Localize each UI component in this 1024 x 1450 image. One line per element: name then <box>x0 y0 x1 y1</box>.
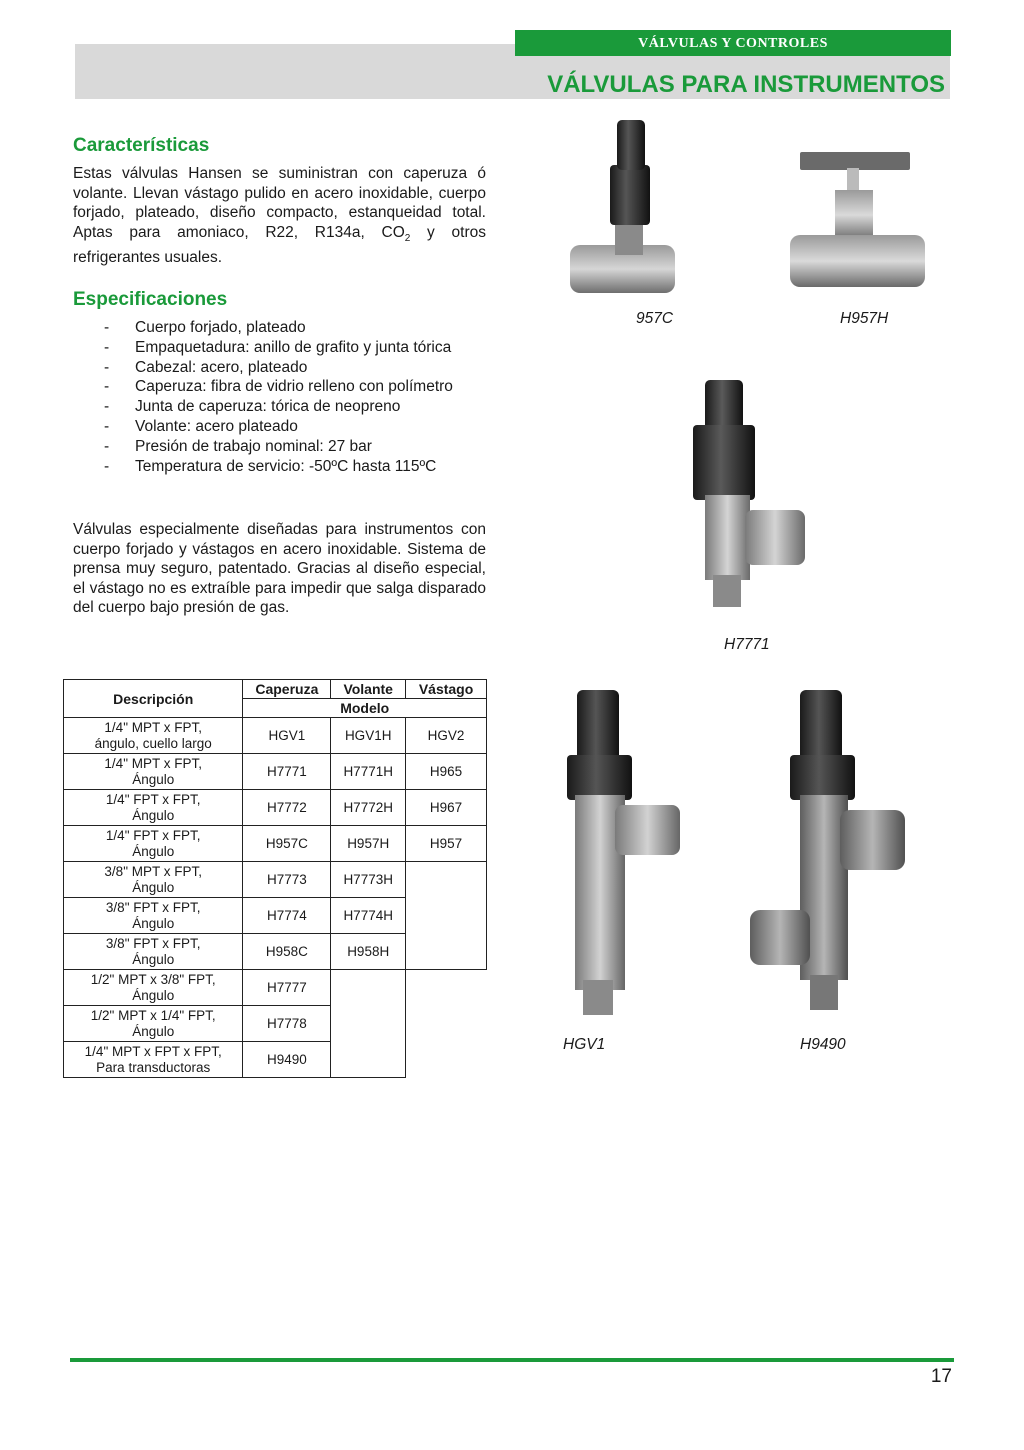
cell-blank <box>406 1006 487 1042</box>
cell-vastago: H967 <box>406 790 487 826</box>
list-item <box>73 417 486 437</box>
spec-text: Cuerpo forjado, plateado <box>135 319 306 336</box>
spec-text: Temperatura de servicio: -50ºC hasta 115ºC <box>135 457 437 475</box>
especificaciones-list <box>73 318 486 476</box>
table-row <box>64 970 487 1006</box>
col-header-vastago: Vástago <box>406 680 487 699</box>
spec-text: Presión de trabajo nominal: 27 bar <box>135 437 372 455</box>
cell-caperuza: H7774 <box>243 898 331 934</box>
table-row <box>64 754 487 790</box>
bullet-dash: - <box>104 398 110 416</box>
list-item <box>73 457 486 477</box>
bullet-dash: - <box>104 338 110 356</box>
list-item <box>73 377 486 397</box>
spec-text: Volante: acero plateado <box>135 417 298 435</box>
valve-h9490-image <box>745 685 915 1020</box>
cell-volante: HGV1H <box>331 718 406 754</box>
row-description: 1/2" MPT x 1/4" FPT, Ángulo <box>64 1006 243 1042</box>
cell-blank <box>406 1042 487 1078</box>
row-description: 1/4" MPT x FPT x FPT, Para transductoras <box>64 1042 243 1078</box>
list-item <box>73 358 486 378</box>
table-row <box>64 718 487 754</box>
row-description: 1/4" MPT x FPT, ángulo, cuello largo <box>64 718 243 754</box>
row-description: 1/4" MPT x FPT, Ángulo <box>64 754 243 790</box>
spec-text: Empaquetadura: anillo de grafito y junta tórica <box>135 338 452 356</box>
cell-vastago: HGV2 <box>406 718 487 754</box>
caption-h9490: H9490 <box>800 1036 846 1053</box>
spec-text: Cabezal: acero, plateado <box>135 358 308 376</box>
caption-h7771: H7771 <box>724 636 770 653</box>
valve-957c-image <box>565 115 680 300</box>
bullet-dash: - <box>104 417 110 435</box>
caption-h957h: H957H <box>840 310 889 327</box>
row-description: 1/4" FPT x FPT, Ángulo <box>64 826 243 862</box>
row-description: 1/4" FPT x FPT, Ángulo <box>64 790 243 826</box>
table-row <box>64 934 487 970</box>
cell-caperuza: H7778 <box>243 1006 331 1042</box>
cell-volante: H7772H <box>331 790 406 826</box>
table-row <box>64 862 487 898</box>
caption-957c: 957C <box>636 310 674 327</box>
cell-caperuza: H7771 <box>243 754 331 790</box>
description-text: Válvulas especialmente diseñadas para instrumentos con cuerpo forjado y vástagos en acero inoxidable. Sistema de prensa muy seguro, patentado. Gracias al diseño especial, el vástago no es extraíble para impedir que salga disparado del cuerpo bajo presión de gas. <box>73 521 486 616</box>
models-table <box>63 679 487 1078</box>
cell-volante: H7773H <box>331 862 406 898</box>
table-row <box>64 898 487 934</box>
list-item <box>73 338 486 358</box>
valve-h7771-image <box>675 375 810 610</box>
table-row <box>64 1042 487 1078</box>
cell-volante-empty <box>331 970 406 1006</box>
caracteristicas-text <box>73 164 486 268</box>
especificaciones-heading: Especificaciones <box>73 289 228 310</box>
caption-hgv1: HGV1 <box>563 1036 606 1053</box>
cell-caperuza: H7772 <box>243 790 331 826</box>
footer-line <box>70 1358 954 1362</box>
bullet-dash: - <box>104 378 110 396</box>
row-description: 3/8" FPT x FPT, Ángulo <box>64 934 243 970</box>
co2-subscript: 2 <box>404 232 411 244</box>
caracteristicas-text-main: Estas válvulas Hansen se suministran con caperuza ó volante. Llevan vástago pulido en acero inoxidable, cuerpo forjado, plateado, diseño compacto, estanqueidad total. Aptas para amoniaco, R22, R134a, CO <box>73 165 486 241</box>
list-item <box>73 437 486 457</box>
section-label: VÁLVULAS Y CONTROLES <box>515 30 951 56</box>
row-description: 1/2" MPT x 3/8" FPT, Ángulo <box>64 970 243 1006</box>
cell-volante: H7771H <box>331 754 406 790</box>
col-header-volante: Volante <box>331 680 406 699</box>
cell-caperuza: HGV1 <box>243 718 331 754</box>
cell-blank <box>406 970 487 1006</box>
cell-caperuza: H9490 <box>243 1042 331 1078</box>
bullet-dash: - <box>104 358 110 376</box>
row-description: 3/8" MPT x FPT, Ángulo <box>64 862 243 898</box>
spec-text: Junta de caperuza: tórica de neopreno <box>135 398 401 416</box>
caracteristicas-text-end: y otros refrigerantes usuales. <box>73 223 486 267</box>
cell-vastago: H957 <box>406 826 487 862</box>
cell-volante-empty <box>331 1006 406 1042</box>
col-header-caperuza: Caperuza <box>243 680 331 699</box>
cell-vastago-empty <box>406 862 487 898</box>
bullet-dash: - <box>104 437 110 455</box>
cell-caperuza: H7773 <box>243 862 331 898</box>
cell-vastago: H965 <box>406 754 487 790</box>
valve-hgv1-image <box>555 685 690 1020</box>
caracteristicas-heading: Características <box>73 135 210 156</box>
row-description: 3/8" FPT x FPT, Ángulo <box>64 898 243 934</box>
cell-volante: H7774H <box>331 898 406 934</box>
cell-volante-empty <box>331 1042 406 1078</box>
cell-volante: H957H <box>331 826 406 862</box>
cell-caperuza: H7777 <box>243 970 331 1006</box>
table-row <box>64 1006 487 1042</box>
page-number: 17 <box>930 1366 952 1387</box>
list-item <box>73 318 486 338</box>
cell-vastago-empty <box>406 934 487 970</box>
list-item <box>73 397 486 417</box>
col-header-modelo: Modelo <box>243 699 487 718</box>
cell-vastago-empty <box>406 898 487 934</box>
cell-caperuza: H958C <box>243 934 331 970</box>
spec-text: Caperuza: fibra de vidrio relleno con polímetro <box>135 378 453 396</box>
page-title: VÁLVULAS PARA INSTRUMENTOS <box>547 71 945 98</box>
bullet-dash: - <box>104 457 110 475</box>
table-row <box>64 790 487 826</box>
valve-h957h-image <box>785 150 935 295</box>
table-row <box>64 826 487 862</box>
cell-caperuza: H957C <box>243 826 331 862</box>
cell-volante: H958H <box>331 934 406 970</box>
bullet-dash: - <box>104 319 110 336</box>
col-header-descripcion: Descripción <box>64 680 243 718</box>
